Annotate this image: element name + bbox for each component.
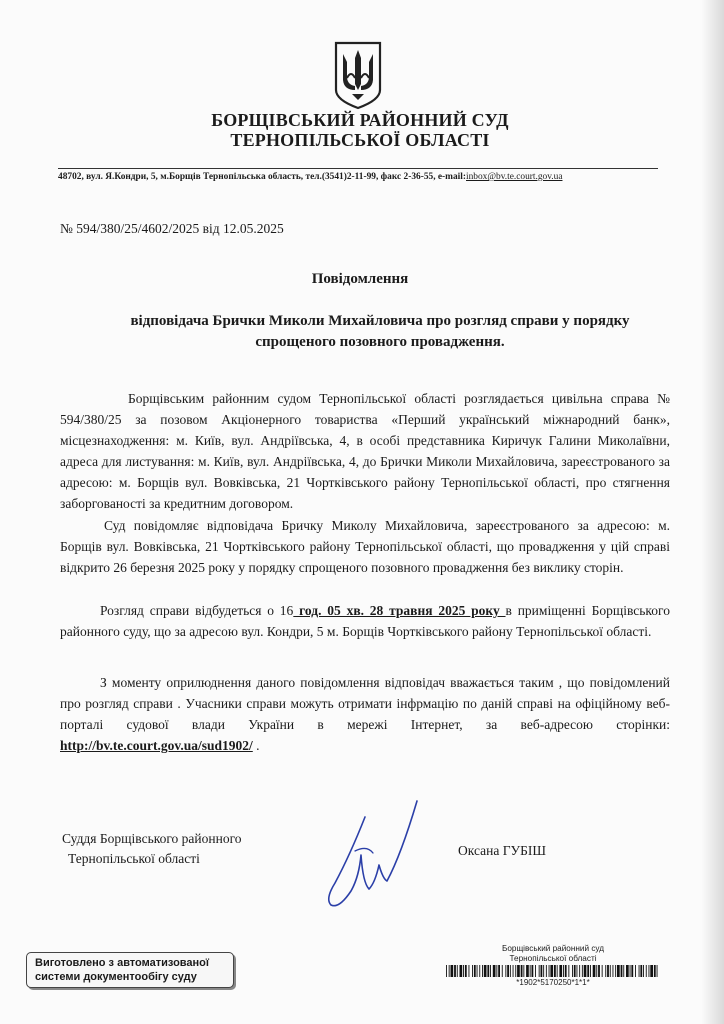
judge-name: Оксана ГУБІШ bbox=[458, 843, 546, 858]
paragraph-4 bbox=[60, 672, 670, 756]
paragraph-1 bbox=[60, 388, 670, 514]
barcode-label-line2: Тернопільської області bbox=[509, 954, 597, 963]
header-divider bbox=[58, 168, 658, 169]
judge-position-line1: Суддя Борщівського районного bbox=[62, 831, 242, 846]
handwritten-signature-icon bbox=[305, 795, 435, 915]
paragraph-4-end: . bbox=[252, 738, 260, 753]
barcode-icon bbox=[446, 965, 660, 977]
scan-edge bbox=[702, 0, 724, 1024]
stamp-line2: системи документообігу суду bbox=[35, 971, 197, 983]
document-title: Повідомлення bbox=[311, 271, 409, 287]
court-title-line2: ТЕРНОПІЛЬСЬКОЇ ОБЛАСТІ bbox=[230, 130, 490, 150]
address-text: 48702, вул. Я.Кондри, 5, м.Борщів Тернопільська область, тел.(3541)2-11-99, факс 2-36-55, e-mail: bbox=[58, 172, 467, 182]
court-title-line1: БОРЩІВСЬКИЙ РАЙОННИЙ СУД bbox=[211, 110, 509, 130]
automated-system-stamp bbox=[26, 952, 234, 988]
paragraph-3 bbox=[60, 600, 670, 642]
paragraph-2-text: Суд повідомляє відповідача Бричку Миколу Михайловича, зареєстрованого за адресою: м. Борщів вул. Вовківська, 21 Чортківського району Тернопільської області, що провадження у цій справі відкрито 26 березня 2025 року у порядку спрощеного позовного провадження без виклику сторін. bbox=[60, 518, 670, 575]
email-link[interactable]: inbox@bv.te.court.gov.ua bbox=[466, 172, 563, 182]
barcode-label-line1: Борщівський районний суд bbox=[501, 944, 605, 953]
trident-emblem-icon bbox=[332, 40, 384, 110]
barcode-number: *1902*5170250*1*1* bbox=[516, 978, 590, 987]
stamp-line1: Виготовлено з автоматизованої bbox=[35, 957, 209, 969]
court-address bbox=[58, 172, 678, 182]
hearing-datetime: год. 05 хв. 28 травня 2025 року bbox=[293, 603, 506, 618]
paragraph-4-text: З моменту оприлюднення даного повідомлення відповідач вважається таким , що повідомлений про розгляд справи . Учасники справи можуть отримати інфрмацію по даній справі на офіційному веб-порталі судової влади України в мережі Інтернет, за веб-адресою сторінки: bbox=[60, 675, 670, 732]
court-title bbox=[160, 110, 560, 150]
paragraph-3-end: в приміщенні Борщівського районного суду, що за адресою вул. Кондри, 5 м. Борщів Чортківського району Тернопільської області. bbox=[60, 603, 671, 639]
paragraph-1-text: Борщівським районним судом Тернопільської області розглядається цивільна справа № 594/380/25 за позовом Акціонерного товариства «Перший український міжнародний банк», місцезнаходження: м. Київ, вул. Андріївська, 4, в особі представника Киричук Галини Миколаївни, адреса для листування: м. Київ, вул. Андріївська, 4, до Брички Миколи Михайловича, зареєстрованого за адресою: м. Борщів вул. Вовківська, 21 Чортківського району Тернопільської області, про стягнення заборгованості за кредитним договором. bbox=[60, 391, 670, 511]
barcode-label bbox=[448, 944, 658, 964]
judge-position bbox=[62, 829, 242, 869]
judge-position-line2: Тернопільської області bbox=[68, 851, 200, 866]
court-url-link[interactable]: http://bv.te.court.gov.ua/sud1902/ bbox=[60, 738, 253, 753]
document-subtitle: відповідача Брички Миколи Михайловича про розгляд справи у порядку спрощеного позовного провадження. bbox=[130, 313, 630, 350]
paragraph-3-start: Розгляд справи відбудеться о 16 bbox=[100, 603, 294, 618]
reference-number: № 594/380/25/4602/2025 від 12.05.2025 bbox=[60, 221, 284, 236]
paragraph-2 bbox=[60, 515, 670, 578]
